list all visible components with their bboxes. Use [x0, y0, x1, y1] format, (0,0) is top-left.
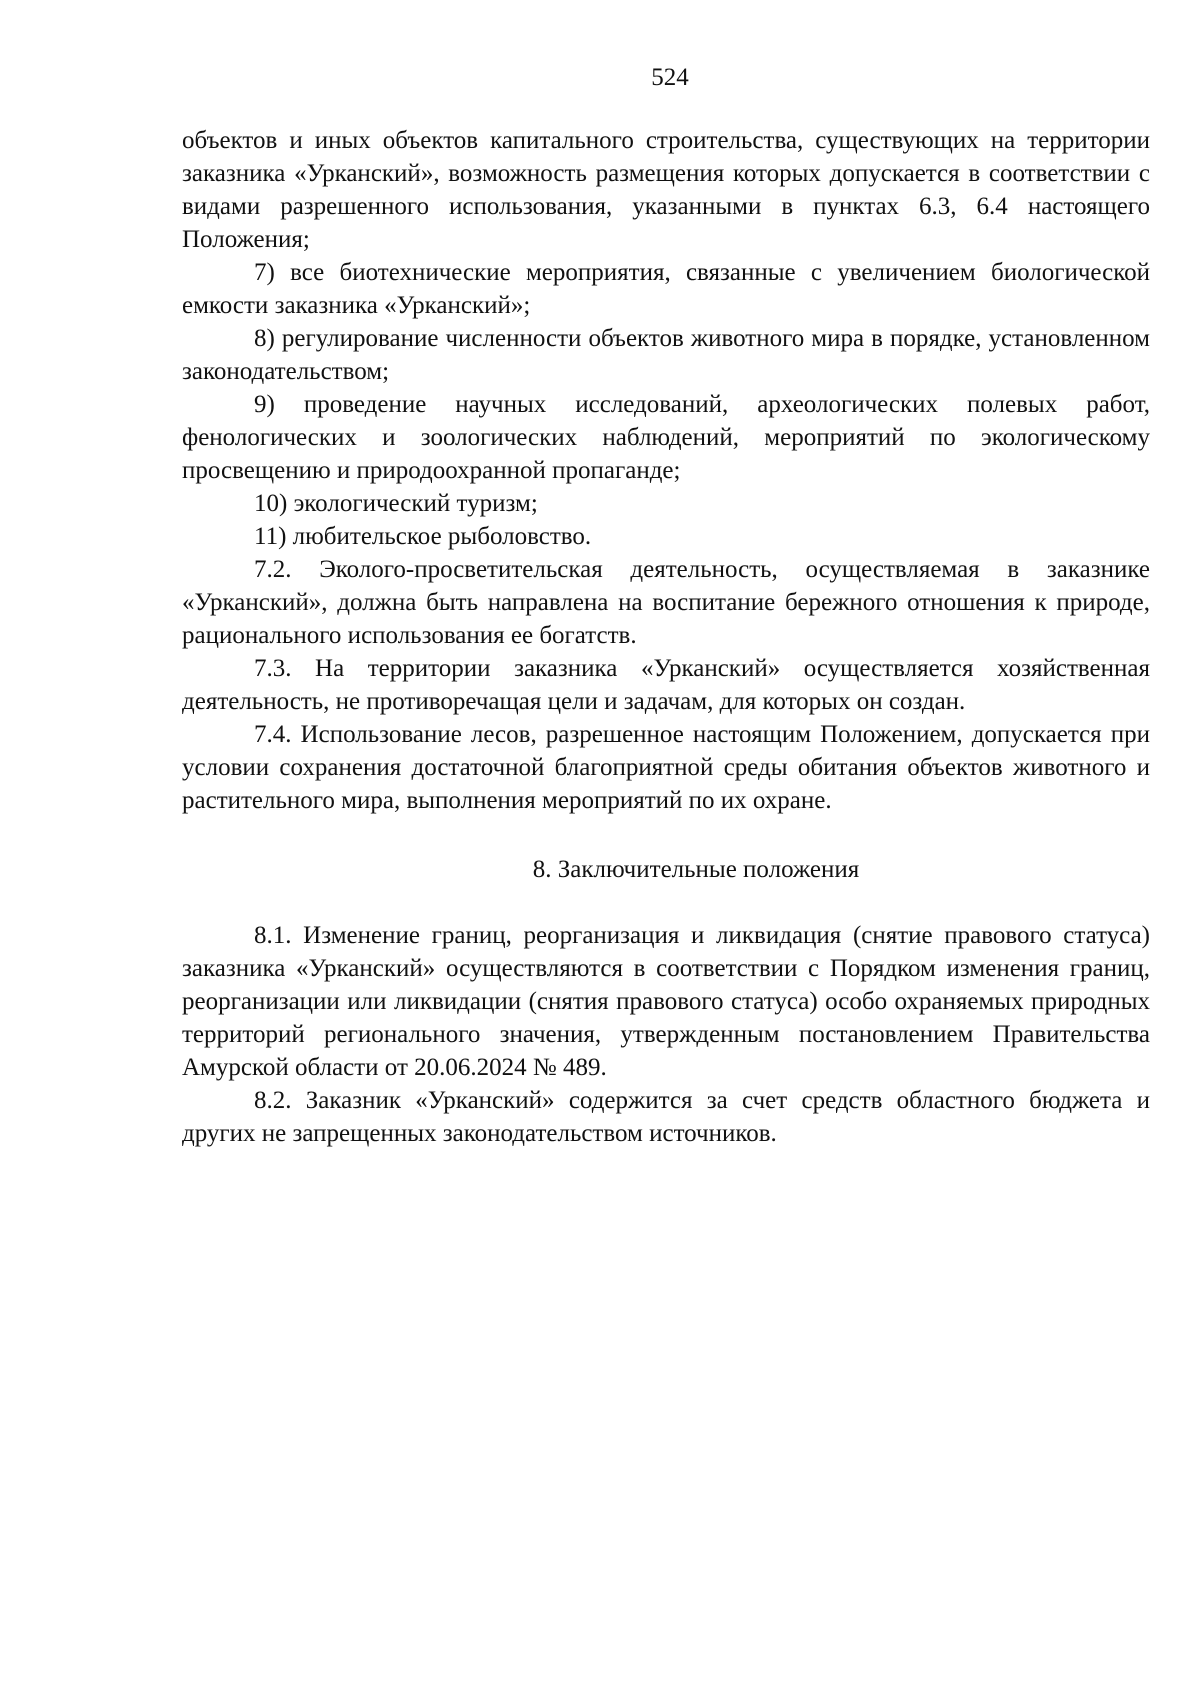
- clause-7-2: 7.2. Эколого-просветительская деятельность, осуществляемая в заказнике «Урканский», должна быть направлена на воспитание бережного отношения к природе, рационального использования ее богатств.: [182, 556, 1150, 649]
- spacer: [182, 886, 1150, 919]
- clause-7-4: 7.4. Использование лесов, разрешенное настоящим Положением, допускается при условии сохранения достаточной благоприятной среды обитания объектов животного и растительного мира, выполнения мероприятий по их охране.: [182, 721, 1150, 814]
- paragraph-continuation: объектов и иных объектов капитального строительства, существующих на территории заказника «Урканский», возможность размещения которых допускается в соответствии с видами разрешенного использования, указанными в пунктах 6.3, 6.4 настоящего Положения;: [182, 127, 1150, 253]
- list-item-9: 9) проведение научных исследований, археологических полевых работ, фенологических и зоологических наблюдений, мероприятий по экологическому просвещению и природоохранной пропаганде;: [182, 391, 1150, 484]
- list-item-8: 8) регулирование численности объектов животного мира в порядке, установленном законодательством;: [182, 325, 1150, 385]
- section-heading-8: 8. Заключительные положения: [532, 856, 860, 883]
- clause-8-2: 8.2. Заказник «Урканский» содержится за счет средств областного бюджета и других не запрещенных законодательством источников.: [182, 1087, 1150, 1147]
- list-item-11: 11) любительское рыболовство.: [254, 523, 592, 550]
- page-number: 524: [651, 64, 689, 91]
- document-body: [182, 124, 1150, 1150]
- clause-7-3: 7.3. На территории заказника «Урканский» осуществляется хозяйственная деятельность, не противоречащая цели и задачам, для которых он создан.: [182, 655, 1150, 715]
- list-item-10: 10) экологический туризм;: [254, 490, 538, 517]
- clause-8-1: 8.1. Изменение границ, реорганизация и ликвидация (снятие правового статуса) заказника «Урканский» осуществляются в соответствии с Порядком изменения границ, реорганизации или ликвидации (снятия правового статуса) особо охраняемых природных территорий регионального значения, утвержденным постановлением Правительства Амурской области от 20.06.2024 № 489.: [182, 922, 1150, 1081]
- list-item-7: 7) все биотехнические мероприятия, связанные с увеличением биологической емкости заказника «Урканский»;: [182, 259, 1150, 319]
